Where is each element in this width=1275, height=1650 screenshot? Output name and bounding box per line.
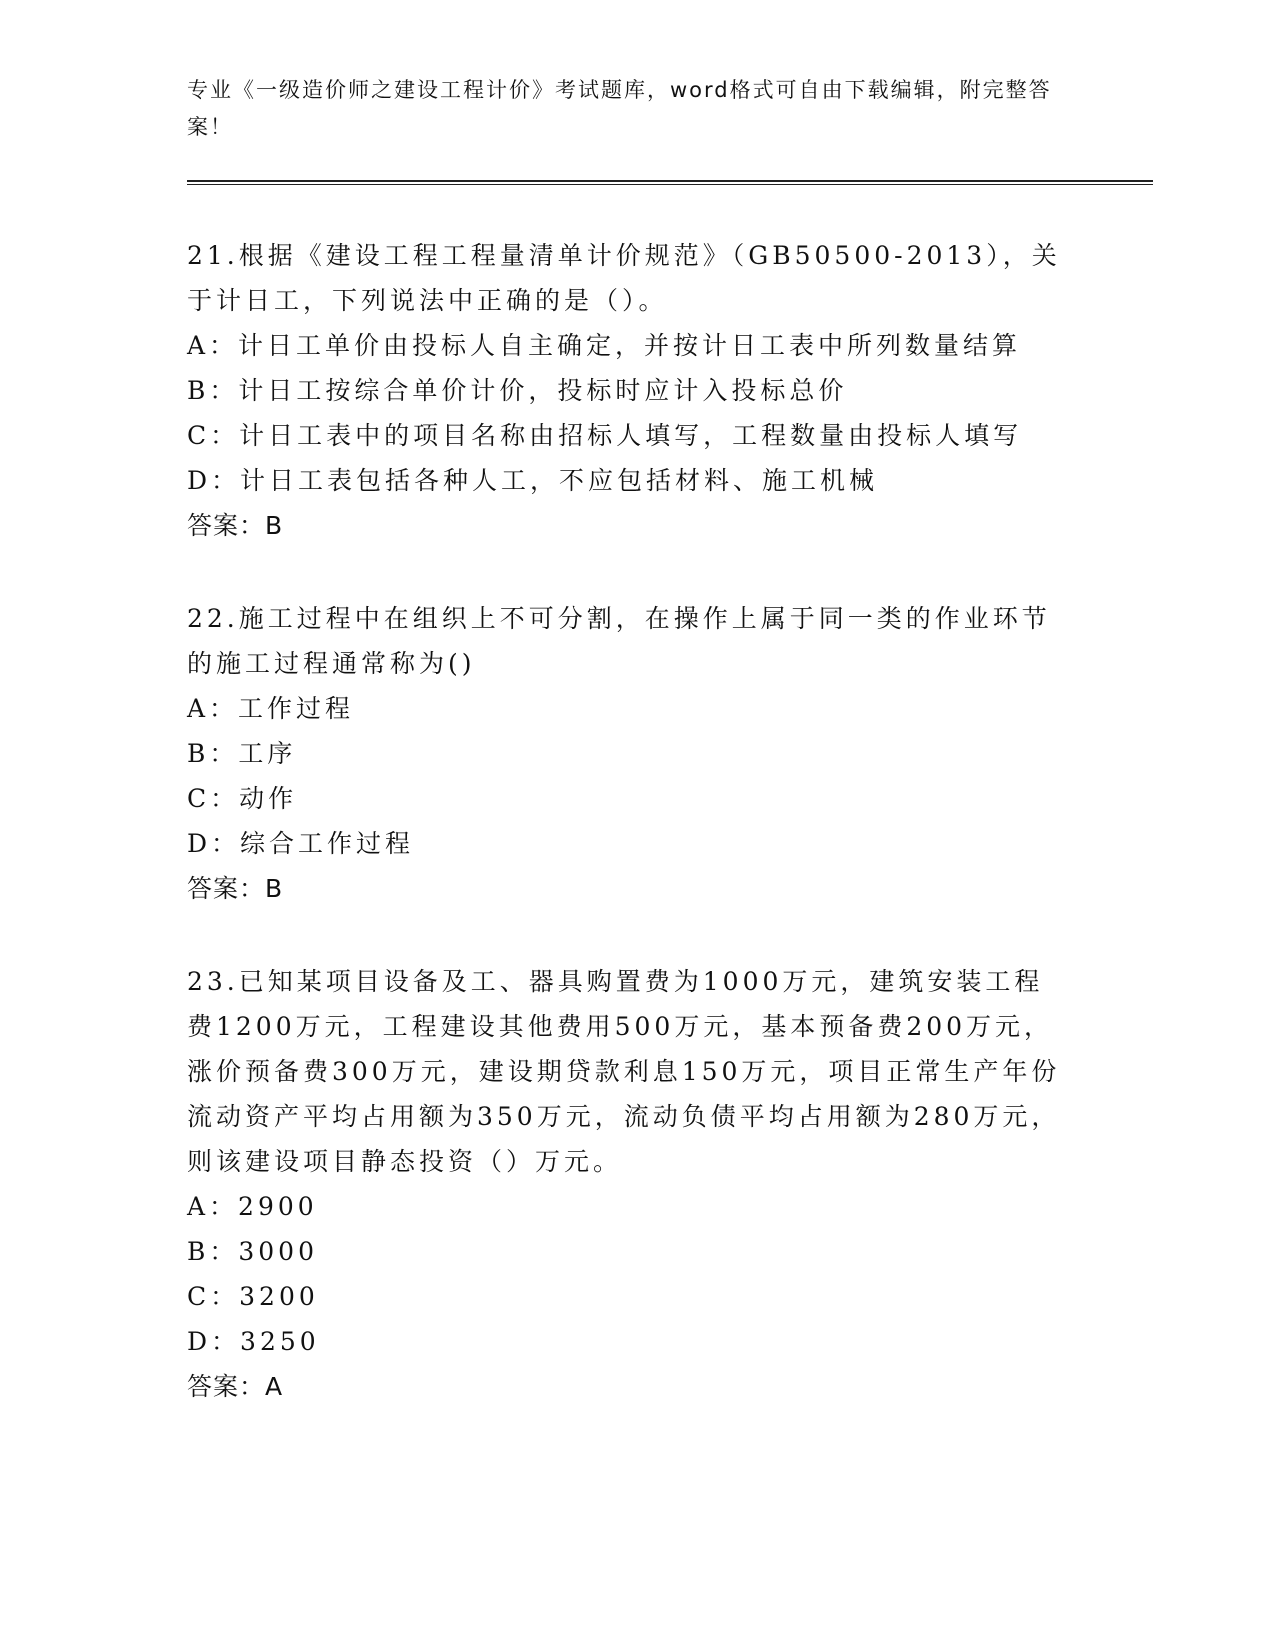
question-text: 21.根据《建设工程工程量清单计价规范》（GB50500-2013），关于计日工，下列说法中正确的是（）。 bbox=[187, 241, 1061, 315]
option-a: A：2900 bbox=[187, 1192, 318, 1221]
question-21 bbox=[187, 233, 1067, 548]
header-divider bbox=[187, 180, 1153, 185]
document-header: 专业《一级造价师之建设工程计价》考试题库，word格式可自由下载编辑，附完整答案！ bbox=[187, 78, 1052, 139]
answer: 答案：A bbox=[187, 1372, 284, 1401]
option-d: D：3250 bbox=[187, 1327, 320, 1356]
option-d: D：综合工作过程 bbox=[187, 829, 415, 858]
option-c: C：计日工表中的项目名称由招标人填写，工程数量由投标人填写 bbox=[187, 421, 1023, 450]
option-b: B：工序 bbox=[187, 739, 297, 768]
question-text: 23.已知某项目设备及工、器具购置费为1000万元，建筑安装工程费1200万元，工程建设其他费用500万元，基本预备费200万元，涨价预备费300万元，建设期贷款利息150万元，项目正常生产年份流动资产平均占用额为350万元，流动负债平均占用额为280万元，则该建设项目静态投资（）万元。 bbox=[187, 967, 1061, 1176]
option-d: D：计日工表包括各种人工，不应包括材料、施工机械 bbox=[187, 466, 879, 495]
option-b: B：3000 bbox=[187, 1237, 318, 1266]
question-22 bbox=[187, 596, 1067, 911]
option-a: A：计日工单价由投标人自主确定，并按计日工表中所列数量结算 bbox=[187, 331, 1022, 360]
option-c: C：3200 bbox=[187, 1282, 319, 1311]
question-text: 22.施工过程中在组织上不可分割，在操作上属于同一类的作业环节的施工过程通常称为() bbox=[187, 604, 1051, 678]
answer: 答案：B bbox=[187, 874, 284, 903]
option-c: C：动作 bbox=[187, 784, 298, 813]
answer: 答案：B bbox=[187, 511, 284, 540]
question-23 bbox=[187, 959, 1067, 1409]
option-a: A：工作过程 bbox=[187, 694, 355, 723]
option-b: B：计日工按综合单价计价，投标时应计入投标总价 bbox=[187, 376, 848, 405]
